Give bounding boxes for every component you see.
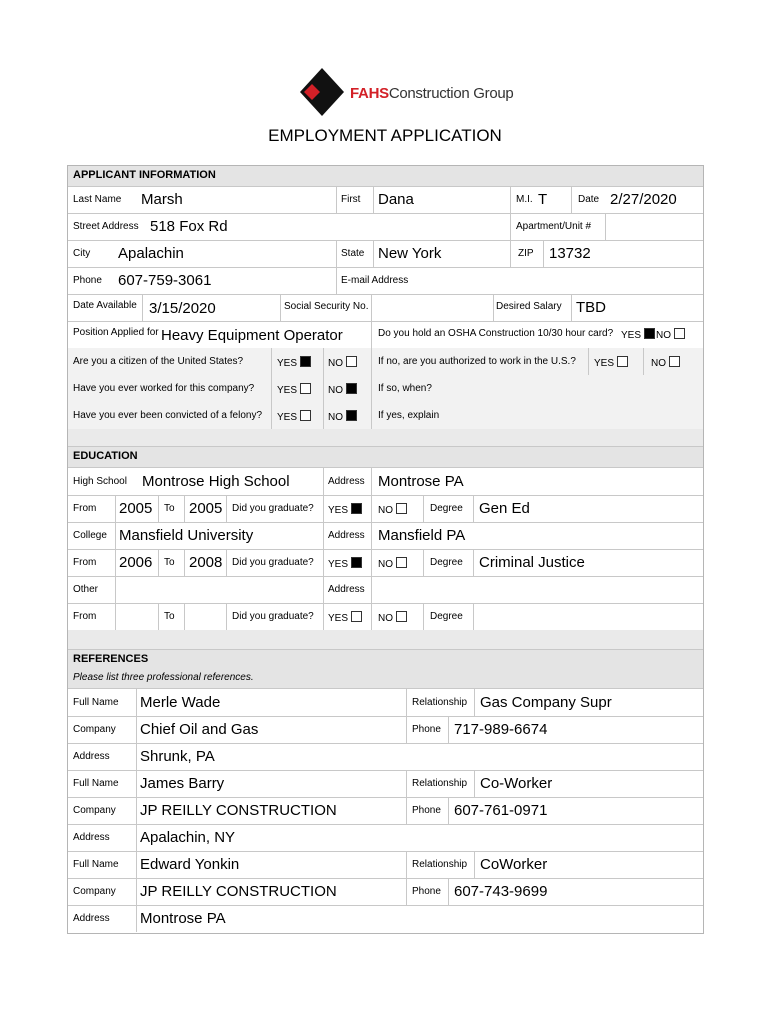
hs-graduate-yes-option[interactable]: YES <box>328 503 362 516</box>
hs-graduate-no-option[interactable]: NO <box>378 503 407 516</box>
high-school-row: High School Montrose High School Address Montrose PA <box>68 468 703 496</box>
college-graduate-no-option[interactable]: NO <box>378 557 407 570</box>
other-school-dates-row: From To Did you graduate? YES NO Degree <box>68 603 703 631</box>
college-row: College Mansfield University Address Mansfield PA <box>68 522 703 550</box>
high-school-dates-row: From 2005 To 2005 Did you graduate? YES NO Degree Gen Ed <box>68 495 703 523</box>
checkbox-icon[interactable] <box>617 356 628 367</box>
worked-yes-option[interactable]: YES <box>277 383 311 396</box>
citizen-no-option[interactable]: NO <box>328 356 357 369</box>
reference-name-field[interactable]: Edward Yonkin <box>140 856 240 873</box>
worked-here-row: Have you ever worked for this company? YES NO If so, when? <box>68 375 703 403</box>
applicant-section-header: APPLICANT INFORMATION <box>68 166 703 187</box>
reference-company-row: Company Chief Oil and Gas Phone 717-989-6674 <box>68 716 703 744</box>
reference-address-field[interactable]: Apalachin, NY <box>140 829 236 846</box>
checked-checkbox-icon[interactable] <box>300 356 311 367</box>
reference-address-field[interactable]: Shrunk, PA <box>140 748 215 765</box>
state-field[interactable]: New York <box>378 245 442 262</box>
reference-address-row: Address Apalachin, NY <box>68 824 703 852</box>
college-degree-field[interactable]: Criminal Justice <box>479 554 585 571</box>
page-title: EMPLOYMENT APPLICATION <box>268 126 502 145</box>
name-row: Last Name Marsh First Dana M.I. T Date 2/27/2020 <box>68 186 703 214</box>
checkbox-icon[interactable] <box>300 410 311 421</box>
date-field[interactable]: 2/27/2020 <box>610 191 677 208</box>
city-field[interactable]: Apalachin <box>118 245 184 262</box>
logo-diamond-icon <box>300 66 350 122</box>
street-row: Street Address 518 Fox Rd Apartment/Unit # <box>68 213 703 241</box>
high-school-field[interactable]: Montrose High School <box>142 473 290 490</box>
checkbox-icon[interactable] <box>351 611 362 622</box>
osha-no-option[interactable]: NO <box>656 328 685 341</box>
reference-name-field[interactable]: James Barry <box>140 775 225 792</box>
checkbox-icon[interactable] <box>396 611 407 622</box>
felony-no-option[interactable]: NO <box>328 410 357 423</box>
spacer-band <box>68 630 703 650</box>
company-logo <box>300 66 514 122</box>
college-field[interactable]: Mansfield University <box>119 527 254 544</box>
reference-name-row: Full Name Edward Yonkin Relationship CoWorker <box>68 851 703 879</box>
position-row: Position Applied for Heavy Equipment Operator Do you hold an OSHA Construction 10/30 hour card? YES NO <box>68 321 703 349</box>
checkbox-icon[interactable] <box>346 356 357 367</box>
phone-row: Phone 607-759-3061 E-mail Address <box>68 267 703 295</box>
checkbox-icon[interactable] <box>674 328 685 339</box>
logo-wordmark: FAHSConstruction Group <box>350 85 514 102</box>
felony-row: Have you ever been convicted of a felony? YES NO If yes, explain <box>68 402 703 430</box>
checkbox-icon[interactable] <box>396 557 407 568</box>
reference-relationship-field[interactable]: Co-Worker <box>480 775 553 792</box>
reference-phone-field[interactable]: 607-743-9699 <box>454 883 548 900</box>
middle-initial-field[interactable]: T <box>538 191 548 208</box>
checkbox-icon[interactable] <box>396 503 407 514</box>
reference-phone-field[interactable]: 607-761-0971 <box>454 802 548 819</box>
reference-company-field[interactable]: Chief Oil and Gas <box>140 721 259 738</box>
date-available-field[interactable]: 3/15/2020 <box>149 300 216 317</box>
college-address-field[interactable]: Mansfield PA <box>378 527 466 544</box>
last-name-field[interactable]: Marsh <box>141 191 183 208</box>
street-address-field[interactable]: 518 Fox Rd <box>150 218 228 235</box>
college-from-field[interactable]: 2006 <box>119 554 153 571</box>
city-row: City Apalachin State New York ZIP 13732 <box>68 240 703 268</box>
phone-field[interactable]: 607-759-3061 <box>118 272 212 289</box>
reference-address-row: Address Shrunk, PA <box>68 743 703 771</box>
checked-checkbox-icon[interactable] <box>346 383 357 394</box>
college-graduate-yes-option[interactable]: YES <box>328 557 362 570</box>
hs-from-field[interactable]: 2005 <box>119 500 153 517</box>
reference-name-field[interactable]: Merle Wade <box>140 694 221 711</box>
availability-row: Date Available 3/15/2020 Social Security No. Desired Salary TBD <box>68 294 703 322</box>
zip-field[interactable]: 13732 <box>549 245 591 262</box>
reference-company-row: Company JP REILLY CONSTRUCTION Phone 607-761-0971 <box>68 797 703 825</box>
reference-name-row: Full Name Merle Wade Relationship Gas Company Supr <box>68 689 703 717</box>
education-section-header: EDUCATION <box>68 447 703 468</box>
college-to-field[interactable]: 2008 <box>189 554 223 571</box>
checked-checkbox-icon[interactable] <box>346 410 357 421</box>
references-note: Please list three professional references. <box>73 672 254 683</box>
high-school-address-field[interactable]: Montrose PA <box>378 473 464 490</box>
authorized-no-option[interactable]: NO <box>651 356 680 369</box>
citizen-row: Are you a citizen of the United States? YES NO If no, are you authorized to work in the U.S.? YES NO <box>68 348 703 376</box>
position-field[interactable]: Heavy Equipment Operator <box>161 327 343 344</box>
reference-company-row: Company JP REILLY CONSTRUCTION Phone 607-743-9699 <box>68 878 703 906</box>
felony-yes-option[interactable]: YES <box>277 410 311 423</box>
reference-relationship-field[interactable]: CoWorker <box>480 856 548 873</box>
checked-checkbox-icon[interactable] <box>351 557 362 568</box>
reference-address-field[interactable]: Montrose PA <box>140 910 226 927</box>
reference-address-row: Address Montrose PA <box>68 905 703 932</box>
other-graduate-no-option[interactable]: NO <box>378 611 407 624</box>
citizen-yes-option[interactable]: YES <box>277 356 311 369</box>
desired-salary-field[interactable]: TBD <box>576 299 606 316</box>
worked-no-option[interactable]: NO <box>328 383 357 396</box>
hs-to-field[interactable]: 2005 <box>189 500 223 517</box>
checkbox-icon[interactable] <box>669 356 680 367</box>
checked-checkbox-icon[interactable] <box>644 328 655 339</box>
other-graduate-yes-option[interactable]: YES <box>328 611 362 624</box>
osha-yes-option[interactable]: YES <box>621 328 655 341</box>
reference-company-field[interactable]: JP REILLY CONSTRUCTION <box>140 802 337 819</box>
reference-relationship-field[interactable]: Gas Company Supr <box>480 694 612 711</box>
spacer-band <box>68 429 703 447</box>
other-school-row: Other Address <box>68 576 703 604</box>
application-form <box>67 165 704 934</box>
college-dates-row: From 2006 To 2008 Did you graduate? YES NO Degree Criminal Justice <box>68 549 703 577</box>
reference-name-row: Full Name James Barry Relationship Co-Worker <box>68 770 703 798</box>
authorized-yes-option[interactable]: YES <box>594 356 628 369</box>
references-section-header: REFERENCES Please list three professional references. <box>68 650 703 689</box>
hs-degree-field[interactable]: Gen Ed <box>479 500 530 517</box>
checked-checkbox-icon[interactable] <box>351 503 362 514</box>
reference-company-field[interactable]: JP REILLY CONSTRUCTION <box>140 883 337 900</box>
checkbox-icon[interactable] <box>300 383 311 394</box>
reference-phone-field[interactable]: 717-989-6674 <box>454 721 548 738</box>
first-name-field[interactable]: Dana <box>378 191 414 208</box>
